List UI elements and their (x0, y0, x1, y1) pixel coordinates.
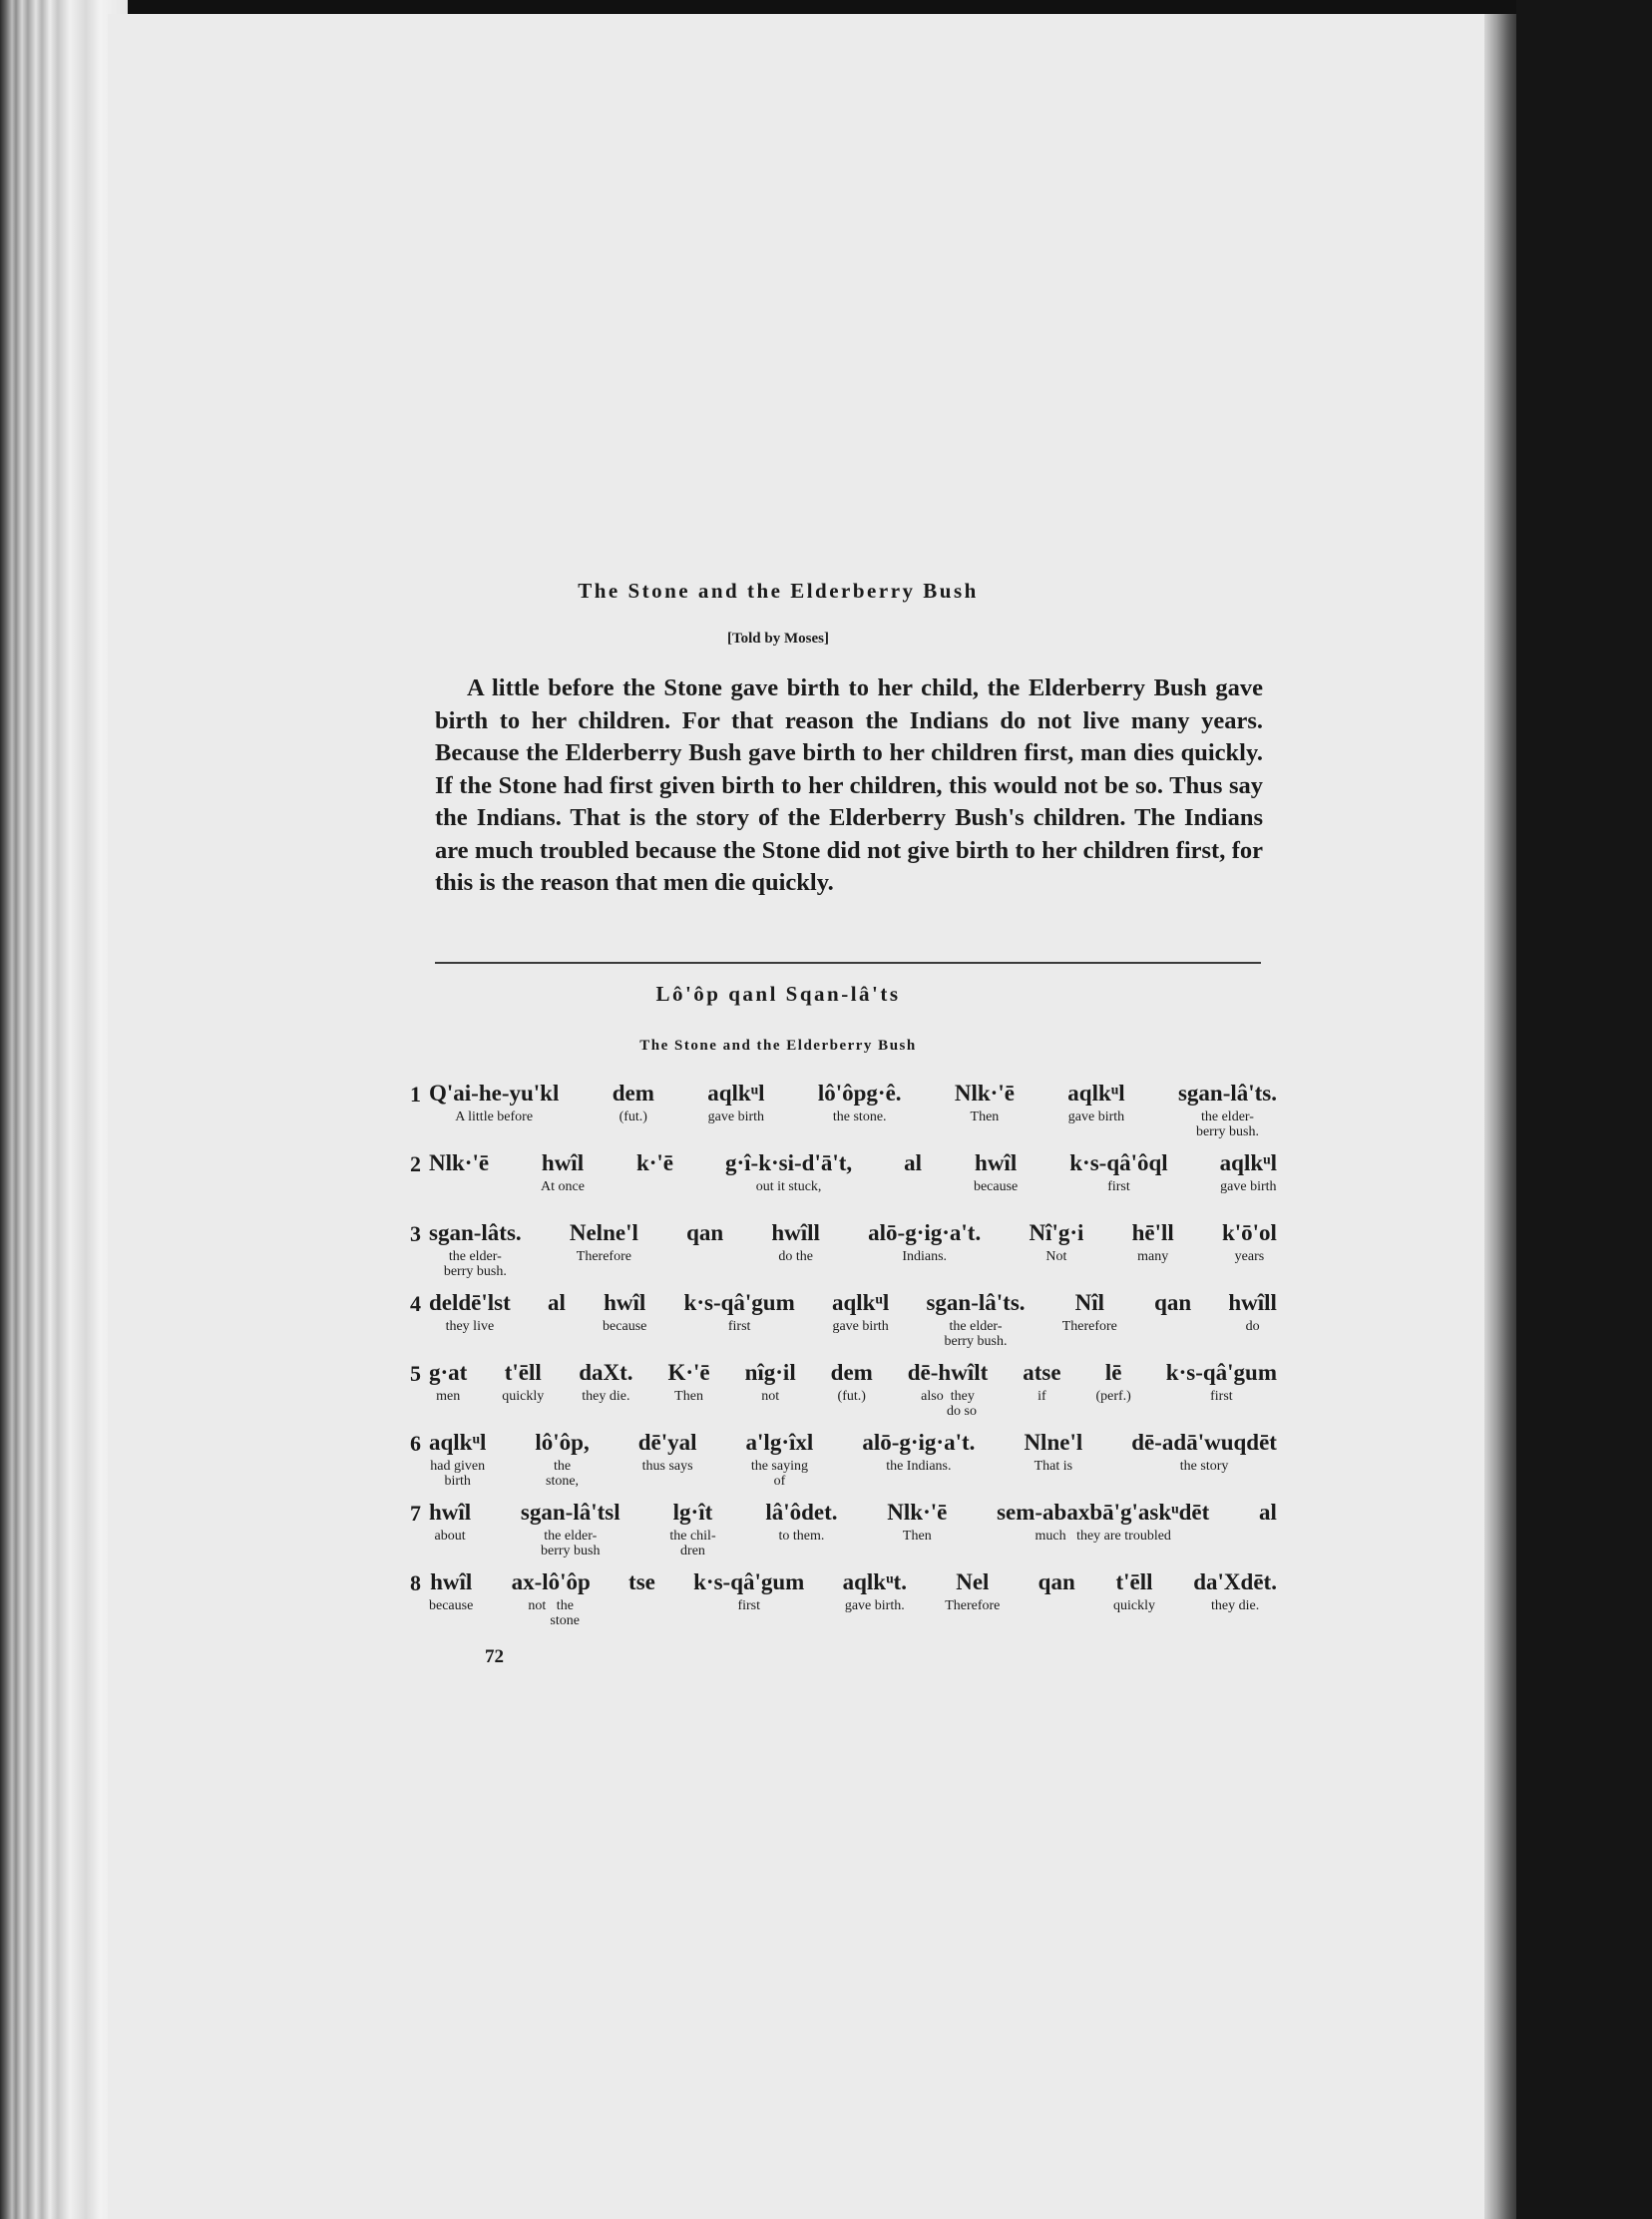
native-word: al (1259, 1500, 1277, 1525)
word-pair (686, 1219, 723, 1279)
gloss: Therefore (945, 1598, 1001, 1613)
word-pair (667, 1359, 709, 1419)
word-pair (707, 1080, 764, 1139)
word-pair (997, 1499, 1209, 1558)
native-word: lâ'ôdet. (765, 1500, 838, 1525)
word-pair (1132, 1219, 1174, 1279)
word-pair (429, 1080, 559, 1139)
word-pair (1178, 1080, 1277, 1139)
word-pair (636, 1149, 673, 1194)
native-word: hwîl (541, 1150, 585, 1175)
word-pair (1113, 1568, 1155, 1628)
native-word: Nel (956, 1569, 990, 1594)
gloss: they die. (582, 1389, 630, 1404)
line-number: 4 (410, 1291, 421, 1316)
gloss: quickly (1113, 1598, 1155, 1613)
native-word: lô'ôpg·ê. (817, 1081, 902, 1106)
line-number: 6 (410, 1431, 421, 1456)
line-number: 1 (410, 1082, 421, 1107)
native-word: hwîll (1228, 1290, 1277, 1315)
word-pair (1024, 1429, 1082, 1489)
gloss: about (434, 1529, 466, 1544)
native-word: Nîl (1074, 1290, 1104, 1315)
gloss: because (429, 1598, 474, 1613)
gloss: first (1210, 1389, 1233, 1404)
word-pair (502, 1359, 544, 1419)
gloss: they die. (1210, 1598, 1260, 1613)
word-pair (974, 1149, 1018, 1194)
line-number: 5 (410, 1361, 421, 1386)
gloss: A little before (455, 1110, 534, 1124)
word-pair (1220, 1149, 1277, 1194)
word-pair (628, 1568, 655, 1628)
interlinear-line (399, 1289, 1277, 1359)
word-pair (429, 1359, 467, 1419)
interlinear-line (399, 1359, 1277, 1429)
native-word: Nlk·'ē (954, 1081, 1015, 1106)
native-word: hwîl (975, 1150, 1018, 1175)
word-pair (1259, 1499, 1277, 1558)
word-pair (1131, 1429, 1277, 1489)
interlinear-line (399, 1149, 1277, 1219)
gloss: the elder- berry bush. (443, 1249, 507, 1279)
native-word: nîg·il (744, 1360, 796, 1385)
native-word: k·s-qâ'gum (693, 1569, 805, 1594)
native-word: lē (1104, 1360, 1122, 1385)
gloss: the chil- dren (669, 1529, 716, 1558)
word-pair (579, 1359, 632, 1419)
gloss: they live (445, 1319, 495, 1334)
native-word: deldē'lst (429, 1290, 511, 1315)
line-number: 8 (410, 1570, 421, 1595)
word-pair (831, 1359, 873, 1419)
native-word: qan (686, 1220, 724, 1245)
native-word: k·s-qâ'gum (683, 1290, 795, 1315)
gloss: gave birth. (844, 1598, 905, 1613)
native-word: a'lg·îxl (745, 1430, 814, 1455)
gloss: Not (1045, 1249, 1067, 1264)
word-pair (887, 1499, 947, 1558)
word-pair (613, 1080, 654, 1139)
word-pair (926, 1289, 1025, 1349)
gloss: That is (1033, 1459, 1073, 1474)
word-pair (945, 1568, 1000, 1628)
native-word: Nlne'l (1024, 1430, 1083, 1455)
gloss: to them. (778, 1529, 825, 1544)
word-pair (1067, 1080, 1124, 1139)
gloss: Therefore (1061, 1319, 1117, 1334)
gloss: first (727, 1319, 751, 1334)
word-group (429, 1219, 1277, 1279)
gloss: the elder- berry bush. (1195, 1110, 1259, 1139)
gloss: (fut.) (837, 1389, 866, 1404)
word-pair (818, 1080, 902, 1139)
gloss: (fut.) (619, 1110, 647, 1124)
native-word: da'Xdēt. (1193, 1569, 1277, 1594)
native-word: sgan-lâts. (429, 1220, 522, 1245)
native-word: t'ēll (504, 1360, 542, 1385)
native-word: Q'ai-he-yu'kl (429, 1081, 560, 1106)
native-word: sgan-lâ'tsl (520, 1500, 620, 1525)
gloss: At once (541, 1179, 585, 1194)
native-word: hwîl (429, 1500, 472, 1525)
word-group (429, 1499, 1277, 1558)
native-word: lô'ôp, (535, 1430, 590, 1455)
native-word: Nelne'l (569, 1220, 638, 1245)
word-pair (1069, 1149, 1167, 1194)
native-word: al (904, 1150, 922, 1175)
gloss: do (1245, 1319, 1260, 1334)
word-pair (771, 1219, 820, 1279)
interlinear-line (399, 1080, 1277, 1149)
word-pair (429, 1219, 522, 1279)
page-number: 72 (485, 1646, 504, 1667)
word-pair (832, 1289, 889, 1349)
native-word: t'ēll (1115, 1569, 1153, 1594)
native-word: aqlkᵘl (831, 1290, 890, 1315)
word-group (429, 1149, 1277, 1194)
word-pair (1166, 1359, 1277, 1419)
native-word: tse (628, 1569, 655, 1594)
word-pair (1023, 1359, 1060, 1419)
word-pair (862, 1429, 975, 1489)
native-word: qan (1037, 1569, 1075, 1594)
native-word: ax-lô'ôp (511, 1569, 591, 1594)
word-group (429, 1289, 1277, 1349)
word-pair (541, 1149, 585, 1194)
interlinear-line (399, 1568, 1277, 1638)
word-pair (745, 1359, 796, 1419)
section-divider (435, 962, 1261, 964)
story-teller: [Told by Moses] (727, 631, 829, 647)
word-pair (868, 1219, 981, 1279)
gloss: Then (902, 1529, 932, 1544)
word-pair (1062, 1289, 1117, 1349)
gloss: quickly (502, 1389, 545, 1404)
gloss: thus says (641, 1459, 693, 1474)
gloss: much they are troubled (1034, 1529, 1171, 1544)
word-pair (638, 1429, 697, 1489)
word-pair (429, 1429, 486, 1489)
gloss: if (1037, 1389, 1046, 1404)
native-word: qan (1154, 1290, 1192, 1315)
gloss: years (1234, 1249, 1265, 1264)
word-pair (521, 1499, 620, 1558)
word-pair (765, 1499, 837, 1558)
native-word: al (547, 1290, 566, 1315)
gloss: the elder- berry bush. (944, 1319, 1008, 1349)
story-title: The Stone and the Elderberry Bush (578, 579, 979, 603)
native-word: g·î-k·si-d'ā't, (724, 1150, 853, 1175)
gloss: Then (970, 1110, 1000, 1124)
word-pair (429, 1149, 489, 1194)
word-pair (904, 1149, 922, 1194)
gloss: gave birth (832, 1319, 889, 1334)
native-word: hē'll (1131, 1220, 1174, 1245)
native-word: sgan-lâ'ts. (926, 1290, 1026, 1315)
word-pair (429, 1289, 511, 1349)
native-word: hwîl (430, 1569, 473, 1594)
native-word: k·'ē (635, 1150, 673, 1175)
gloss: (perf.) (1095, 1389, 1131, 1404)
word-pair (512, 1568, 591, 1628)
interlinear-line (399, 1499, 1277, 1568)
gloss: because (973, 1179, 1019, 1194)
word-group (429, 1568, 1277, 1628)
word-pair (548, 1289, 566, 1349)
word-pair (1029, 1219, 1083, 1279)
native-word: aqlkᵘl (429, 1430, 487, 1455)
gloss: first (737, 1598, 761, 1613)
native-word: dē-adā'wuqdēt (1131, 1430, 1277, 1455)
native-word: Nlk·'ē (887, 1500, 948, 1525)
native-word: Nlk·'ē (429, 1150, 490, 1175)
word-pair (570, 1219, 638, 1279)
native-word: aqlkᵘl (1067, 1081, 1125, 1106)
gloss: gave birth (707, 1110, 765, 1124)
gloss: also they do so (921, 1389, 977, 1419)
native-word: sgan-lâ'ts. (1177, 1081, 1277, 1106)
native-word: atse (1023, 1360, 1061, 1385)
native-word: K·'ē (667, 1360, 710, 1385)
native-word: daXt. (579, 1360, 633, 1385)
gloss: many (1137, 1249, 1169, 1264)
gloss: gave birth (1220, 1179, 1277, 1194)
gloss: the saying of (750, 1459, 808, 1489)
word-pair (746, 1429, 814, 1489)
word-pair (843, 1568, 907, 1628)
word-group (429, 1080, 1277, 1139)
native-word: dē-hwîlt (907, 1360, 989, 1385)
gloss: Therefore (576, 1249, 631, 1264)
word-pair (1228, 1289, 1277, 1349)
native-word: k·s-qâ'gum (1165, 1360, 1277, 1385)
native-word: sem-abaxbā'g'askᵘdēt (997, 1500, 1210, 1525)
gloss: do the (778, 1249, 813, 1264)
gloss: men (436, 1389, 461, 1404)
gloss: Indians. (902, 1249, 948, 1264)
native-word: alō-g·ig·a't. (862, 1430, 976, 1455)
native-title: Lô'ôp qanl Sqan-lâ'ts (655, 982, 901, 1006)
word-pair (429, 1499, 471, 1558)
native-word: alō-g·ig·a't. (868, 1220, 982, 1245)
word-group (429, 1429, 1277, 1489)
native-word: aqlkᵘt. (842, 1569, 907, 1594)
word-pair (955, 1080, 1015, 1139)
gloss: out it stuck, (755, 1179, 822, 1194)
gloss: the story (1179, 1459, 1229, 1474)
gloss: Then (674, 1389, 703, 1404)
native-word: dem (830, 1360, 873, 1385)
native-word: hwîll (771, 1220, 820, 1245)
native-word: Nî'g·i (1029, 1220, 1084, 1245)
gloss: gave birth (1067, 1110, 1125, 1124)
native-word: hwîl (604, 1290, 646, 1315)
line-number: 3 (410, 1221, 421, 1246)
gloss: first (1107, 1179, 1130, 1194)
word-pair (603, 1289, 646, 1349)
gloss: the stone, (546, 1459, 580, 1489)
word-pair (1038, 1568, 1075, 1628)
word-pair (535, 1429, 589, 1489)
native-word: k·s-qâ'ôql (1069, 1150, 1168, 1175)
native-word: g·at (429, 1360, 468, 1385)
gloss: the elder- berry bush (541, 1529, 601, 1558)
word-pair (1222, 1219, 1277, 1279)
gloss: not the stone (528, 1598, 580, 1628)
gloss: because (603, 1319, 647, 1334)
word-pair (725, 1149, 852, 1194)
gloss: had given birth (430, 1459, 486, 1489)
word-pair (1193, 1568, 1277, 1628)
native-word: dē'yal (637, 1430, 697, 1455)
gloss: the stone. (832, 1110, 887, 1124)
native-word: k'ō'ol (1221, 1220, 1277, 1245)
word-pair (429, 1568, 473, 1628)
word-pair (669, 1499, 715, 1558)
gloss: the Indians. (886, 1459, 952, 1474)
gloss: not (761, 1389, 780, 1404)
word-pair (693, 1568, 804, 1628)
word-pair (1154, 1289, 1191, 1349)
line-number: 7 (410, 1501, 421, 1526)
word-pair (908, 1359, 989, 1419)
native-subtitle: The Stone and the Elderberry Bush (639, 1038, 917, 1054)
interlinear-line (399, 1219, 1277, 1289)
native-word: dem (612, 1081, 654, 1106)
word-group (429, 1359, 1277, 1419)
native-word: aqlkᵘl (707, 1081, 765, 1106)
interlinear-line (399, 1429, 1277, 1499)
story-paragraph: A little before the Stone gave birth to her child, the Elderberry Bush gave birth to her children. For that reason the Indians do not live many years. Because the Elderberry Bush gave birth to her children first, man dies quickly. If the Stone had first given birth to her children, this would not be so. Thus say the Indians. That is the story of the Elderberry Bush's children. The Indians are much troubled because the Stone did not give birth to her children first, for this is the reason that men die quickly. (435, 674, 1263, 896)
line-number: 2 (410, 1151, 421, 1176)
word-pair (1095, 1359, 1130, 1419)
word-pair (684, 1289, 795, 1349)
native-word: aqlkᵘl (1219, 1150, 1277, 1175)
interlinear-text (399, 1080, 1277, 1638)
native-word: lg·ît (672, 1500, 713, 1525)
